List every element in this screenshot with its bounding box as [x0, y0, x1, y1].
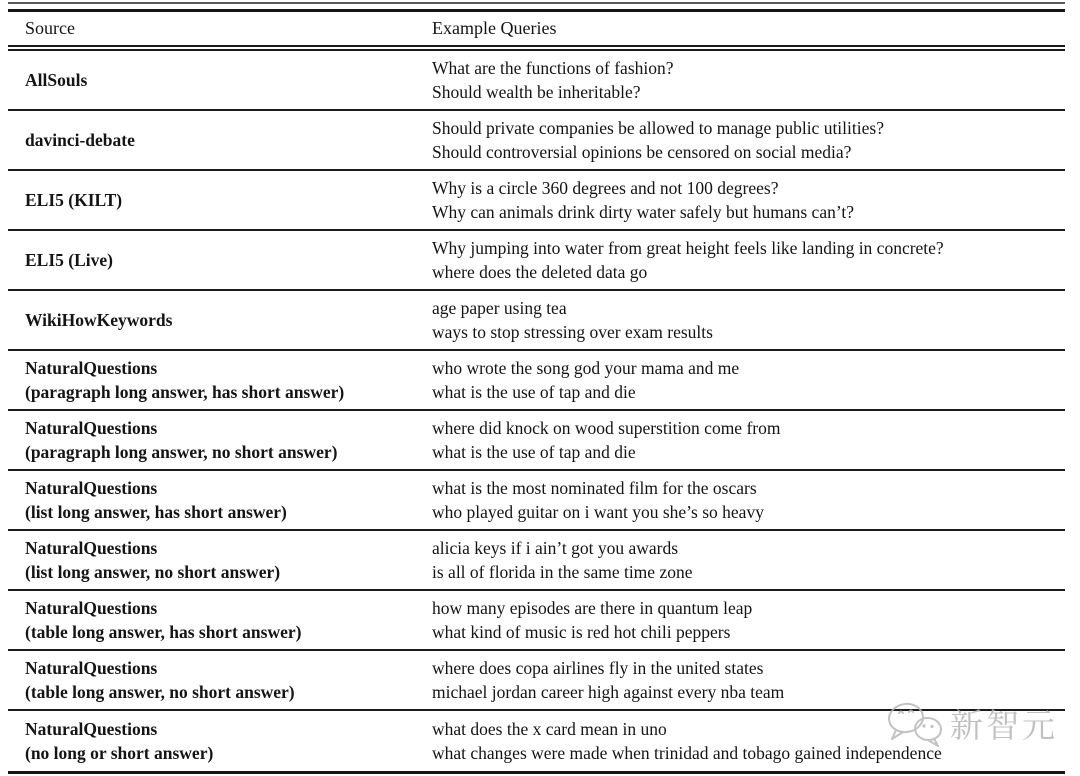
query-line: where does the deleted data go [432, 262, 648, 282]
query-line: what kind of music is red hot chili peppers [432, 622, 731, 642]
source-name: NaturalQuestions [25, 658, 158, 678]
query-line: who played guitar on i want you she’s so heavy [432, 502, 764, 522]
source-subtitle: (list long answer, no short answer) [25, 562, 281, 582]
source-subtitle: (no long or short answer) [25, 743, 214, 763]
table-row [8, 411, 1065, 471]
query-line: Should wealth be inheritable? [432, 82, 641, 102]
table-row [8, 51, 1065, 111]
query-line: Should controversial opinions be censored on social media? [432, 142, 852, 162]
query-lines [432, 656, 1065, 704]
source-subtitle: (list long answer, has short answer) [25, 502, 287, 522]
query-lines [432, 176, 1065, 224]
query-line: ways to stop stressing over exam results [432, 322, 713, 342]
query-line: where did knock on wood superstition come from [432, 418, 781, 438]
source-name: NaturalQuestions [25, 538, 158, 558]
query-line: who wrote the song god your mama and me [432, 358, 740, 378]
query-lines [432, 116, 1065, 164]
source-name: NaturalQuestions [25, 719, 158, 739]
query-line: what changes were made when trinidad and tobago gained independence [432, 743, 942, 763]
query-line: Why is a circle 360 degrees and not 100 degrees? [432, 178, 779, 198]
table-row [8, 171, 1065, 231]
query-lines [432, 356, 1065, 404]
table-row [8, 111, 1065, 171]
query-line: what is the most nominated film for the oscars [432, 478, 757, 498]
source-name: NaturalQuestions [25, 478, 158, 498]
source-subtitle: (table long answer, no short answer) [25, 682, 295, 702]
table-row [8, 705, 1065, 771]
query-lines [432, 56, 1065, 104]
table-row [8, 651, 1065, 711]
query-line: Why jumping into water from great height feels like landing in concrete? [432, 238, 944, 258]
source-subtitle: (paragraph long answer, no short answer) [25, 442, 338, 462]
table-row [8, 531, 1065, 591]
column-header-queries: Example Queries [432, 18, 557, 38]
query-line: how many episodes are there in quantum leap [432, 598, 753, 618]
query-lines [432, 596, 1065, 644]
source-name: WikiHowKeywords [25, 310, 173, 330]
source-cell [8, 248, 432, 272]
source-cell [8, 596, 432, 644]
query-line: what is the use of tap and die [432, 382, 636, 402]
table-row [8, 291, 1065, 351]
source-cell [8, 356, 432, 404]
source-cell [8, 308, 432, 332]
source-name: davinci-debate [25, 130, 135, 150]
query-line: What are the functions of fashion? [432, 58, 674, 78]
query-line: what is the use of tap and die [432, 442, 636, 462]
query-lines [432, 717, 1065, 765]
query-lines [432, 236, 1065, 284]
query-line: Should private companies be allowed to manage public utilities? [432, 118, 884, 138]
source-name: ELI5 (Live) [25, 250, 113, 270]
source-cell [8, 128, 432, 152]
table-header-row [8, 12, 1065, 45]
column-header-source: Source [25, 18, 75, 38]
query-line: is all of florida in the same time zone [432, 562, 693, 582]
query-lines [432, 536, 1065, 584]
source-subtitle: (paragraph long answer, has short answer) [25, 382, 345, 402]
source-name: NaturalQuestions [25, 358, 158, 378]
watermark-text: 新智元 [950, 705, 1058, 745]
source-cell [8, 656, 432, 704]
source-name: NaturalQuestions [25, 418, 158, 438]
query-line: what does the x card mean in uno [432, 719, 667, 739]
source-name: AllSouls [25, 70, 88, 90]
table-row [8, 591, 1065, 651]
table-top-rule [8, 2, 1065, 12]
source-cell [8, 68, 432, 92]
table-row [8, 471, 1065, 531]
source-cell [8, 416, 432, 464]
source-cell [8, 476, 432, 524]
source-name: NaturalQuestions [25, 598, 158, 618]
source-cell [8, 188, 432, 212]
query-line: Why can animals drink dirty water safely but humans can’t? [432, 202, 854, 222]
source-cell [8, 536, 432, 584]
source-name: ELI5 (KILT) [25, 190, 123, 210]
source-subtitle: (table long answer, has short answer) [25, 622, 302, 642]
table-row [8, 351, 1065, 411]
query-line: alicia keys if i ain’t got you awards [432, 538, 679, 558]
table-row [8, 231, 1065, 291]
query-lines [432, 416, 1065, 464]
query-lines [432, 296, 1065, 344]
query-lines [432, 476, 1065, 524]
query-line: michael jordan career high against every nba team [432, 682, 785, 702]
query-line: where does copa airlines fly in the united states [432, 658, 764, 678]
table-body [8, 51, 1065, 771]
queries-table [8, 2, 1065, 776]
table-bottom-rule [8, 771, 1065, 776]
query-line: age paper using tea [432, 298, 567, 318]
source-cell [8, 717, 432, 765]
